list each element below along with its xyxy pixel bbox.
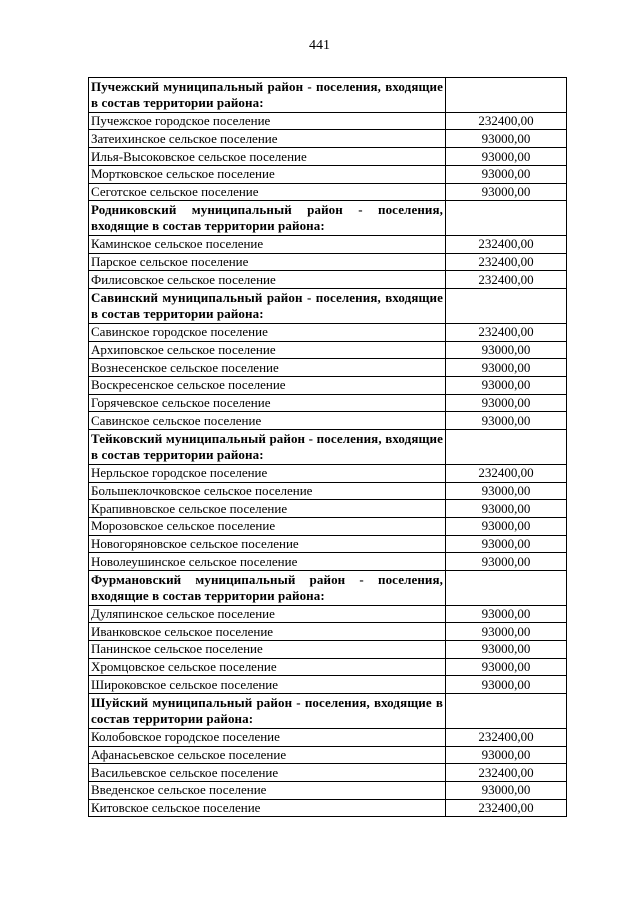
table-row [89,641,567,659]
settlement-amount: 93000,00 [446,517,567,535]
district-header-value-cell [446,289,567,324]
settlement-amount: 232400,00 [446,236,567,254]
settlement-name: Широковское сельское поселение [89,676,446,694]
district-header: Савинский муниципальный район - поселения, входящие в состав территории района: [89,289,446,324]
district-header: Фурмановский муниципальный район - поселения, входящие в состав территории района: [89,570,446,605]
table-row [89,253,567,271]
settlement-name: Мортковское сельское поселение [89,165,446,183]
district-header-row [89,201,567,236]
district-header-value-cell [446,430,567,465]
settlement-name: Афанасьевское сельское поселение [89,746,446,764]
table-row [89,535,567,553]
district-header-value-cell [446,570,567,605]
table-row [89,676,567,694]
table-row [89,517,567,535]
settlement-name: Архиповское сельское поселение [89,341,446,359]
settlement-name: Введенское сельское поселение [89,782,446,800]
district-header-row [89,570,567,605]
district-header-value-cell [446,78,567,113]
table-row [89,323,567,341]
district-header: Тейковский муниципальный район - поселения, входящие в состав территории района: [89,430,446,465]
settlement-name: Вознесенское сельское поселение [89,359,446,377]
table-row [89,482,567,500]
settlement-amount: 93000,00 [446,148,567,166]
table-row [89,148,567,166]
table-row [89,236,567,254]
settlement-amount: 232400,00 [446,764,567,782]
settlement-amount: 93000,00 [446,623,567,641]
settlement-amount: 93000,00 [446,782,567,800]
table-row [89,623,567,641]
table-row [89,394,567,412]
table-row [89,376,567,394]
settlement-amount: 93000,00 [446,394,567,412]
district-header: Родниковский муниципальный район - поселения, входящие в состав территории района: [89,201,446,236]
district-header-row [89,694,567,729]
settlement-name: Китовское сельское поселение [89,799,446,817]
settlement-amount: 232400,00 [446,323,567,341]
settlement-amount: 93000,00 [446,130,567,148]
settlement-amount: 93000,00 [446,341,567,359]
settlement-name: Крапивновское сельское поселение [89,500,446,518]
table-row [89,112,567,130]
settlement-amount: 93000,00 [446,183,567,201]
settlement-name: Нерльское городское поселение [89,464,446,482]
settlement-name: Пучежское городское поселение [89,112,446,130]
settlement-amount: 93000,00 [446,676,567,694]
settlement-amount: 93000,00 [446,165,567,183]
settlement-name: Иванковское сельское поселение [89,623,446,641]
settlement-name: Савинское городское поселение [89,323,446,341]
settlement-name: Парское сельское поселение [89,253,446,271]
district-header: Пучежский муниципальный район - поселения, входящие в состав территории района: [89,78,446,113]
settlement-name: Илья-Высоковское сельское поселение [89,148,446,166]
settlement-name: Новолеушинское сельское поселение [89,553,446,571]
settlement-name: Каминское сельское поселение [89,236,446,254]
table-row [89,605,567,623]
settlement-amount: 232400,00 [446,464,567,482]
settlement-amount: 93000,00 [446,359,567,377]
table-body [89,78,567,817]
settlement-amount: 93000,00 [446,482,567,500]
table-row [89,271,567,289]
settlement-name: Панинское сельское поселение [89,641,446,659]
settlements-table [88,77,567,817]
settlement-name: Затеихинское сельское поселение [89,130,446,148]
district-header-row [89,289,567,324]
table-row [89,728,567,746]
settlement-amount: 93000,00 [446,641,567,659]
table-row [89,764,567,782]
table-row [89,782,567,800]
settlement-name: Новогоряновское сельское поселение [89,535,446,553]
table-row [89,746,567,764]
table-row [89,130,567,148]
district-header-value-cell [446,694,567,729]
settlement-name: Горячевское сельское поселение [89,394,446,412]
table-row [89,359,567,377]
table-row [89,165,567,183]
settlement-amount: 93000,00 [446,500,567,518]
settlement-amount: 93000,00 [446,412,567,430]
table-row [89,658,567,676]
settlement-name: Хромцовское сельское поселение [89,658,446,676]
table-row [89,183,567,201]
settlement-name: Колобовское городское поселение [89,728,446,746]
table-row [89,341,567,359]
settlement-name: Морозовское сельское поселение [89,517,446,535]
settlement-name: Сеготское сельское поселение [89,183,446,201]
settlement-name: Васильевское сельское поселение [89,764,446,782]
district-header: Шуйский муниципальный район - поселения, входящие в состав территории района: [89,694,446,729]
settlement-amount: 232400,00 [446,799,567,817]
page-number: 441 [309,38,330,53]
table-row [89,464,567,482]
table-row [89,500,567,518]
settlement-amount: 232400,00 [446,271,567,289]
settlement-amount: 93000,00 [446,535,567,553]
district-header-value-cell [446,201,567,236]
settlement-amount: 93000,00 [446,746,567,764]
settlement-amount: 93000,00 [446,376,567,394]
district-header-row [89,430,567,465]
settlement-amount: 93000,00 [446,658,567,676]
table-row [89,553,567,571]
settlement-name: Большеклочковское сельское поселение [89,482,446,500]
table-row [89,412,567,430]
settlement-amount: 232400,00 [446,253,567,271]
settlement-amount: 232400,00 [446,728,567,746]
settlement-amount: 93000,00 [446,605,567,623]
district-header-row [89,78,567,113]
settlement-name: Воскресенское сельское поселение [89,376,446,394]
settlement-name: Савинское сельское поселение [89,412,446,430]
settlement-amount: 232400,00 [446,112,567,130]
table-row [89,799,567,817]
settlement-name: Дуляпинское сельское поселение [89,605,446,623]
settlement-amount: 93000,00 [446,553,567,571]
settlement-name: Филисовское сельское поселение [89,271,446,289]
